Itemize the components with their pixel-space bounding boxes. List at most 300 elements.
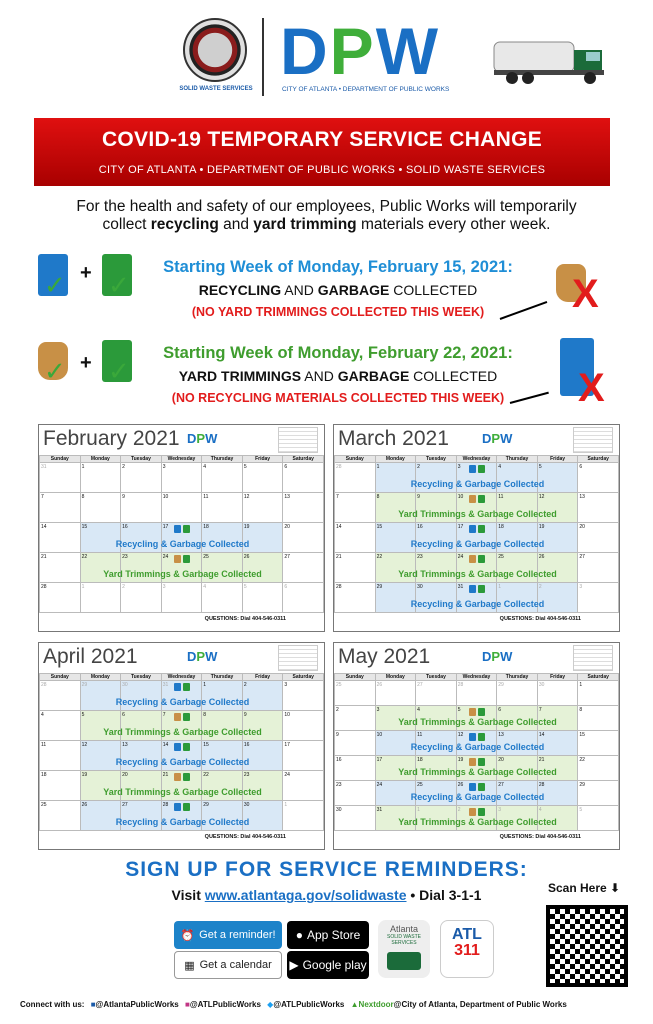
calendar-day: 3 [497,806,538,831]
calendar-day: 18 [40,771,81,801]
calendar-day: 24 [375,781,416,806]
header-divider [262,18,264,96]
calendar-day: 4 [202,583,243,613]
day-header: Thursday [497,674,538,681]
garbage-bin-icon [478,525,485,533]
x-mark-icon: X [578,366,605,410]
calendar-month-title: April 2021 [43,645,138,668]
calendar-day: 31 [375,806,416,831]
intro-text: For the health and safety of our employees, Public Works will temporarily collect recycling and yard trimming materials every other week. [76,198,577,233]
calendar-day: 26 [537,553,578,583]
calendar-day: 15 [80,523,121,553]
visit-line: Visit www.atlantaga.gov/solidwaste • Dial 3-1-1 [171,887,482,903]
calendar-day: 6 [497,706,538,731]
rule2-note: (NO RECYCLING MATERIALS COLLECTED THIS WEEK) [171,391,505,405]
calendar-day: 9 [335,731,376,756]
calendar-day: 28 [335,583,376,613]
collection-band-label: Yard Trimmings & Garbage Collected [398,717,557,727]
calendar-day: 19 [242,523,283,553]
calendar-day: 3 [456,463,497,493]
calendar-day: 15 [375,523,416,553]
garbage-bin-icon [183,803,190,811]
calendar-day: 27 [416,681,457,706]
calendar-day: 31 [456,583,497,613]
facebook-icon: ■ [90,1000,96,1009]
rule-week-feb-22 [138,344,538,405]
day-header: Tuesday [121,674,162,681]
calendar-day: 13 [578,493,619,523]
calendar-day: 2 [242,681,283,711]
calendar-day: 19 [80,771,121,801]
yard-bag-icon [469,495,476,503]
facebook-link[interactable]: ■@AtlantaPublicWorks [90,1000,179,1009]
garbage-bin-icon [478,708,485,716]
banner-title: COVID-19 TEMPORARY SERVICE CHANGE [101,128,543,151]
calendar-footer: QUESTIONS: Dial 404-546-0311 [499,616,581,622]
day-header: Saturday [578,456,619,463]
day-header: Saturday [283,456,324,463]
collection-band-label: Yard Trimmings & Garbage Collected [398,767,557,777]
calendar-day: 5 [80,711,121,741]
yard-bag-icon [469,708,476,716]
day-header: Friday [242,456,283,463]
calendar-day: 20 [497,756,538,781]
recycling-bin-icon [174,683,181,691]
collection-band-label: Recycling & Garbage Collected [410,742,545,752]
garbage-bin-icon [478,585,485,593]
calendar-day: 24 [456,553,497,583]
calendar-day: 20 [578,523,619,553]
check-icon: ✓ [44,270,66,300]
calendar-day: 17 [161,523,202,553]
calendar-grid [334,673,619,831]
calendar-day: 31 [40,463,81,493]
rule1-text: RECYCLING AND GARBAGE COLLECTED [198,282,478,298]
get-calendar-button[interactable]: ▦ Get a calendar [174,951,282,979]
twitter-link[interactable]: ◆@ATLPublicWorks [267,1000,345,1009]
mini-calendar [278,645,318,671]
calendar-day: 1 [80,583,121,613]
dpw-logo: DPW [280,14,440,88]
calendar-day: 2 [335,706,376,731]
calendar-day: 16 [242,741,283,771]
calendar-day: 10 [161,493,202,523]
day-header: Monday [80,456,121,463]
calendar-grid [39,455,324,613]
calendar-day: 11 [497,493,538,523]
calendar-day: 6 [283,463,324,493]
collection-band-label: Recycling & Garbage Collected [115,757,250,767]
day-header: Sunday [40,456,81,463]
collection-band-label: Yard Trimmings & Garbage Collected [103,569,262,579]
calendar-day: 7 [537,706,578,731]
calendar-day: 11 [40,741,81,771]
calendar-day: 14 [335,523,376,553]
signup-title: SIGN UP FOR SERVICE REMINDERS: [125,858,528,881]
calendar-day: 3 [161,463,202,493]
solidwaste-link[interactable]: www.atlantaga.gov/solidwaste [204,887,407,903]
calendar-day: 21 [40,553,81,583]
calendar-day: 27 [497,781,538,806]
x-mark-icon: X [572,272,599,316]
recycling-bin-icon [469,465,476,473]
calendar-day: 2 [121,463,162,493]
calendar-day: 8 [375,493,416,523]
calendar-day: 22 [578,756,619,781]
day-header: Tuesday [416,456,457,463]
calendar-day: 1 [497,583,538,613]
garbage-truck-icon [492,36,616,86]
calendar-day: 2 [456,806,497,831]
calendar-day: 13 [497,731,538,756]
calendar-day: 30 [537,681,578,706]
collection-band-label: Recycling & Garbage Collected [410,599,545,609]
yard-bag-icon [469,555,476,563]
calendar-day: 3 [375,706,416,731]
calendar-day: 12 [80,741,121,771]
calendar-day: 29 [497,681,538,706]
collection-band-label: Yard Trimmings & Garbage Collected [398,569,557,579]
calendar-day: 1 [578,681,619,706]
calendar-day: 15 [202,741,243,771]
calendar-day: 14 [161,741,202,771]
calendar-footer: QUESTIONS: Dial 404-546-0311 [204,616,286,622]
truck-icon [387,952,421,970]
calendar-day: 7 [40,493,81,523]
recycling-bin-icon [469,525,476,533]
calendar-day: 30 [416,583,457,613]
day-header: Saturday [283,674,324,681]
yard-bag-icon [174,555,181,563]
calendar-day: 26 [375,681,416,706]
calendar-day: 10 [456,493,497,523]
calendar-day: 19 [537,523,578,553]
day-header: Tuesday [416,674,457,681]
recycling-bin-icon [469,783,476,791]
rule1-note: (NO YARD TRIMMINGS COLLECTED THIS WEEK) [191,305,485,319]
calendar-day: 27 [121,801,162,831]
day-header: Sunday [335,674,376,681]
dpw-logo-small: DPW [482,649,513,664]
calendar-day: 28 [537,781,578,806]
collection-band-label: Recycling & Garbage Collected [115,697,250,707]
calendar-day: 13 [121,741,162,771]
garbage-bin-icon [478,808,485,816]
calendar-day: 23 [121,553,162,583]
calendar-day: 8 [578,706,619,731]
day-header: Tuesday [121,456,162,463]
day-header: Sunday [40,674,81,681]
calendar-day: 30 [121,681,162,711]
rule1-title: Starting Week of Monday, February 15, 2021: [163,258,513,276]
calendar-day: 2 [121,583,162,613]
calendar-day: 5 [242,583,283,613]
banner-subtitle: CITY OF ATLANTA • DEPARTMENT OF PUBLIC WORKS • SOLID WASTE SERVICES [98,164,546,176]
calendar-day: 5 [537,463,578,493]
calendar-day: 29 [80,681,121,711]
calendar-day: 12 [537,493,578,523]
calendar-day: 3 [578,583,619,613]
calendar-day: 8 [80,493,121,523]
calendar-day: 29 [578,781,619,806]
calendar-day: 6 [283,583,324,613]
day-header: Wednesday [161,674,202,681]
calendar-day: 1 [283,801,324,831]
calendar-month-title: March 2021 [338,427,449,450]
collection-band-label: Recycling & Garbage Collected [410,792,545,802]
rule2-title: Starting Week of Monday, February 22, 2021: [163,344,513,362]
calendar-february-2021 [38,424,325,632]
recycling-bin-icon [174,803,181,811]
calendar-day: 7 [161,711,202,741]
day-header: Sunday [335,456,376,463]
yard-bag-icon [469,808,476,816]
city-seal-logo [183,18,247,82]
yard-bag-icon [174,773,181,781]
calendar-day: 28 [40,681,81,711]
calendar-day: 2 [537,583,578,613]
google-play-button[interactable]: ▶ Google play [287,951,369,979]
plus-sign: + [80,352,92,374]
covid-banner [34,118,610,186]
calendar-day: 21 [161,771,202,801]
collection-band-label: Recycling & Garbage Collected [410,479,545,489]
calendar-month-title: February 2021 [43,427,180,450]
calendar-day: 16 [335,756,376,781]
plus-sign: + [80,262,92,284]
collection-band-label: Recycling & Garbage Collected [115,539,250,549]
calendar-day: 17 [456,523,497,553]
calendar-day: 27 [283,553,324,583]
calendar-day: 21 [335,553,376,583]
calendar-day: 28 [161,801,202,831]
calendar-day: 4 [202,463,243,493]
calendar-day: 11 [202,493,243,523]
day-header: Friday [537,674,578,681]
calendar-day: 22 [80,553,121,583]
garbage-bin-icon [183,773,190,781]
calendar-day: 25 [335,681,376,706]
calendar-day: 5 [242,463,283,493]
garbage-bin-icon [478,758,485,766]
garbage-bin-icon [183,713,190,721]
check-icon: ✓ [44,356,66,386]
calendar-day: 20 [121,771,162,801]
calendar-day: 8 [202,711,243,741]
rule2-text: YARD TRIMMINGS AND GARBAGE COLLECTED [178,368,498,384]
qr-code[interactable] [546,905,628,987]
dpw-logo-small: DPW [482,431,513,446]
calendar-day: 4 [416,706,457,731]
calendar-day: 23 [242,771,283,801]
calendar-april-2021 [38,642,325,850]
calendar-day: 30 [335,806,376,831]
calendar-day: 21 [537,756,578,781]
dpw-logo-small: DPW [187,431,218,446]
garbage-bin-icon [183,555,190,563]
calendar-day: 14 [537,731,578,756]
day-header: Thursday [202,456,243,463]
instagram-link[interactable]: ■@ATLPublicWorks [185,1000,261,1009]
day-header: Wednesday [161,456,202,463]
day-header: Thursday [497,456,538,463]
calendar-day: 28 [456,681,497,706]
atl311-app-icon[interactable]: ATL 311 [440,920,494,978]
instagram-icon: ■ [185,1000,190,1009]
garbage-bin-icon [478,783,485,791]
calendar-day: 3 [283,681,324,711]
play-icon: ▶ [289,958,299,972]
calendar-day: 9 [416,493,457,523]
calendar-day: 29 [202,801,243,831]
calendar-day: 23 [416,553,457,583]
yard-bag-icon [469,758,476,766]
calendar-day: 1 [202,681,243,711]
get-reminder-button[interactable]: ⏰ Get a reminder! [174,921,282,949]
garbage-bin-icon [478,555,485,563]
calendar-day: 14 [40,523,81,553]
calendar-day: 2 [416,463,457,493]
garbage-bin-icon [478,465,485,473]
calendar-day: 24 [283,771,324,801]
calendar-day: 9 [242,711,283,741]
calendar-day: 24 [161,553,202,583]
mini-calendar [278,427,318,453]
nextdoor-icon: ▲ [350,1000,359,1009]
calendar-day: 6 [121,711,162,741]
rule-week-feb-15 [138,258,538,319]
calendar-day: 25 [202,553,243,583]
calendar-day: 12 [456,731,497,756]
calendar-day: 18 [202,523,243,553]
calendar-day: 1 [375,463,416,493]
calendar-may-2021 [333,642,620,850]
garbage-bin-icon [183,525,190,533]
calendar-day: 26 [80,801,121,831]
calendar-day: 26 [242,553,283,583]
day-header: Monday [80,674,121,681]
mini-calendar [573,427,613,453]
calendar-day: 22 [375,553,416,583]
apple-icon: ● [295,928,303,942]
calendar-day: 5 [456,706,497,731]
garbage-bin-icon [478,733,485,741]
calendar-day: 13 [283,493,324,523]
calendar-day: 20 [283,523,324,553]
calendar-day: 7 [335,493,376,523]
calendar-month-title: May 2021 [338,645,431,668]
calendar-day: 25 [497,553,538,583]
calendar-footer: QUESTIONS: Dial 404-546-0311 [499,834,581,840]
calendar-day: 4 [40,711,81,741]
day-header: Friday [537,456,578,463]
dpw-caption: CITY OF ATLANTA • DEPARTMENT OF PUBLIC WORKS [282,86,450,93]
calendar-march-2021 [333,424,620,632]
day-header: Monday [375,456,416,463]
calendar-day: 1 [416,806,457,831]
calendar-day: 4 [537,806,578,831]
calendar-day: 17 [283,741,324,771]
calendar-day: 16 [121,523,162,553]
day-header: Friday [242,674,283,681]
calendar-day: 9 [121,493,162,523]
calendar-day: 4 [497,463,538,493]
calendar-day: 29 [375,583,416,613]
calendar-day: 28 [40,583,81,613]
calendar-day: 17 [375,756,416,781]
calendar-day: 31 [161,681,202,711]
check-icon: ✓ [108,356,130,386]
day-header: Wednesday [456,674,497,681]
calendar-icon: ▦ [184,959,195,972]
seal-caption: SOLID WASTE SERVICES [179,86,253,92]
atlanta-sws-app-icon[interactable]: Atlanta SOLID WASTE SERVICES [378,920,430,978]
day-header: Wednesday [456,456,497,463]
app-store-button[interactable]: ● App Store [287,921,369,949]
calendar-day: 12 [242,493,283,523]
calendar-day: 10 [375,731,416,756]
calendar-day: 22 [202,771,243,801]
twitter-icon: ◆ [267,1000,274,1009]
calendar-footer: QUESTIONS: Dial 404-546-0311 [204,834,286,840]
collection-band-label: Yard Trimmings & Garbage Collected [103,727,262,737]
scan-here-label: Scan Here ⬇ [548,881,621,895]
calendar-day: 25 [40,801,81,831]
calendar-day: 27 [578,553,619,583]
day-header: Monday [375,674,416,681]
recycling-bin-icon [174,743,181,751]
garbage-bin-icon [183,683,190,691]
collection-band-label: Recycling & Garbage Collected [115,817,250,827]
recycling-bin-icon [469,585,476,593]
nextdoor-link[interactable]: ▲Nextdoor@City of Atlanta, Department of Public Works [350,1000,567,1009]
dpw-logo-small: DPW [187,649,218,664]
header [0,0,653,110]
calendar-day: 10 [283,711,324,741]
calendar-day: 18 [416,756,457,781]
connect-bar: Connect with us: ■@AtlantaPublicWorks ■@ATLPublicWorks ◆@ATLPublicWorks ▲Nextdoor@City of Atlanta, Department of Public Works [20,1000,567,1009]
calendar-day: 30 [242,801,283,831]
calendar-day: 25 [416,781,457,806]
garbage-bin-icon [183,743,190,751]
recycling-bin-icon [174,525,181,533]
calendar-day: 11 [416,731,457,756]
alarm-icon: ⏰ [180,929,195,942]
check-icon: ✓ [108,270,130,300]
calendar-day: 28 [335,463,376,493]
mini-calendar [573,645,613,671]
garbage-bin-icon [478,495,485,503]
calendar-day: 16 [416,523,457,553]
collection-band-label: Yard Trimmings & Garbage Collected [398,817,557,827]
yard-bag-icon [174,713,181,721]
collection-band-label: Recycling & Garbage Collected [410,539,545,549]
calendar-day: 5 [578,806,619,831]
collection-band-label: Yard Trimmings & Garbage Collected [103,787,262,797]
day-header: Thursday [202,674,243,681]
calendar-day: 15 [578,731,619,756]
calendar-day: 26 [456,781,497,806]
calendar-day: 18 [497,523,538,553]
calendar-day: 23 [335,781,376,806]
day-header: Saturday [578,674,619,681]
calendar-day: 3 [161,583,202,613]
calendar-day: 1 [80,463,121,493]
calendar-day: 19 [456,756,497,781]
collection-band-label: Yard Trimmings & Garbage Collected [398,509,557,519]
calendar-day: 6 [578,463,619,493]
recycling-bin-icon [469,733,476,741]
